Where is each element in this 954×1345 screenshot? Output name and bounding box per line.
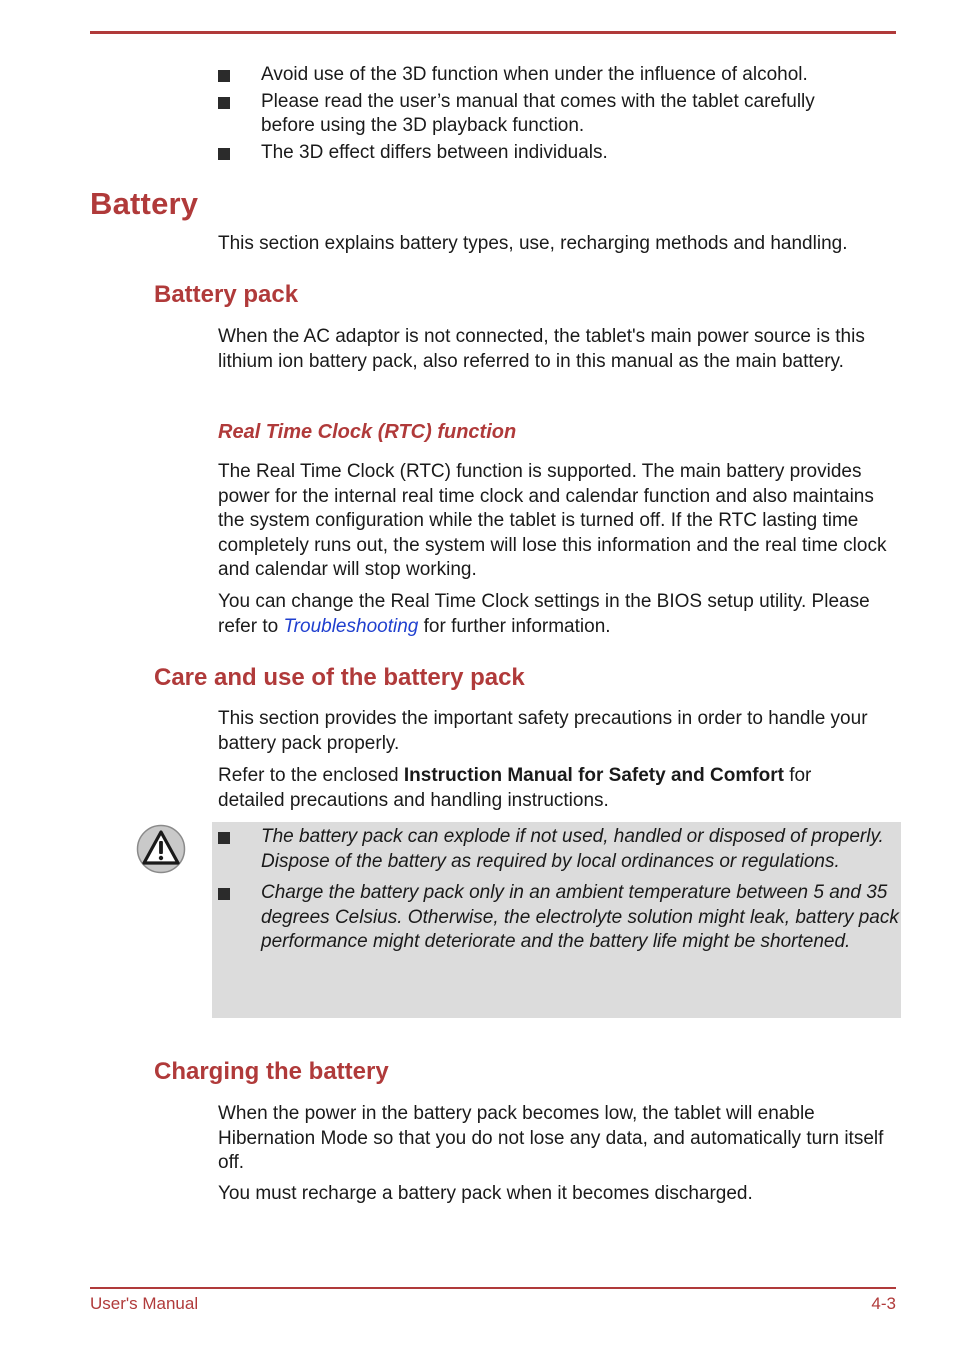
rtc-paragraph-2-start: You can change the Real Time Clock settings in the BIOS setup utility. Please refer to xyxy=(218,591,870,637)
charging-paragraph-1: When the power in the battery pack becomes low, the tablet will enable Hibernation Mode so that you do not lose any data, and automatically turn itself off. xyxy=(218,1103,884,1173)
warning-note-box xyxy=(212,822,901,1018)
footer-page-number: 4-3 xyxy=(871,1294,896,1313)
list-item-text: Please read the user’s manual that comes with the tablet carefully before using the 3D playback function. xyxy=(261,90,815,136)
square-bullet-icon xyxy=(218,70,230,82)
warning-list xyxy=(218,825,901,962)
troubleshooting-link[interactable]: Troubleshooting xyxy=(283,615,419,637)
warning-item-text: The battery pack can explode if not used, handled or disposed of properly. Dispose of the battery as required by local ordinances or regulations. xyxy=(261,826,884,872)
heading-charging-battery: Charging the battery xyxy=(154,1058,389,1085)
square-bullet-icon xyxy=(218,832,230,844)
list-item xyxy=(218,63,868,88)
care-paragraph-2 xyxy=(218,764,878,813)
top-bullet-list xyxy=(218,63,868,165)
warning-triangle-icon xyxy=(136,824,186,874)
rtc-paragraph-2-end: for further information. xyxy=(418,615,611,637)
charging-paragraph-2: You must recharge a battery pack when it becomes discharged. xyxy=(218,1183,753,1204)
care-paragraph-2-end: for detailed precautions and handling instructions. xyxy=(218,765,812,811)
care-paragraph-2-start: Refer to the enclosed xyxy=(218,765,404,786)
warning-item xyxy=(218,881,901,955)
rtc-paragraph-1: The Real Time Clock (RTC) function is supported. The main battery provides power for the internal real time clock and calendar function and also maintains the system configuration while the tablet is turned off. If the RTC lasting time completely runs out, the system will lose this information and the real time clock and calendar will stop working. xyxy=(218,461,887,580)
battery-pack-body: When the AC adaptor is not connected, the tablet's main power source is this lithium ion battery pack, also referred to in this manual as the main battery. xyxy=(218,326,865,372)
heading-care-and-use: Care and use of the battery pack xyxy=(154,664,525,691)
square-bullet-icon xyxy=(218,148,230,160)
square-bullet-icon xyxy=(218,97,230,109)
rtc-paragraph-2 xyxy=(218,590,878,639)
header-rule xyxy=(90,31,896,34)
footer-rule xyxy=(90,1287,896,1289)
warning-item-text: Charge the battery pack only in an ambient temperature between 5 and 35 degrees Celsius. Otherwise, the electrolyte solution might leak, battery pack performance might deteriorate and the battery life might be shortened. xyxy=(261,882,899,952)
list-item xyxy=(218,90,868,139)
list-item-text: Avoid use of the 3D function when under the influence of alcohol. xyxy=(261,64,808,85)
warning-item xyxy=(218,825,901,874)
square-bullet-icon xyxy=(218,888,230,900)
footer-manual-name: User's Manual xyxy=(90,1294,199,1313)
list-item xyxy=(218,141,868,166)
care-paragraph-1: This section provides the important safety precautions in order to handle your battery pack properly. xyxy=(218,708,868,754)
list-item-text: The 3D effect differs between individuals. xyxy=(261,141,608,163)
battery-intro: This section explains battery types, use, recharging methods and handling. xyxy=(218,233,848,254)
heading-rtc-function: Real Time Clock (RTC) function xyxy=(218,421,517,443)
section-title-battery: Battery xyxy=(90,186,199,221)
manual-title: Instruction Manual for Safety and Comfort xyxy=(403,765,784,786)
heading-battery-pack: Battery pack xyxy=(154,281,299,308)
